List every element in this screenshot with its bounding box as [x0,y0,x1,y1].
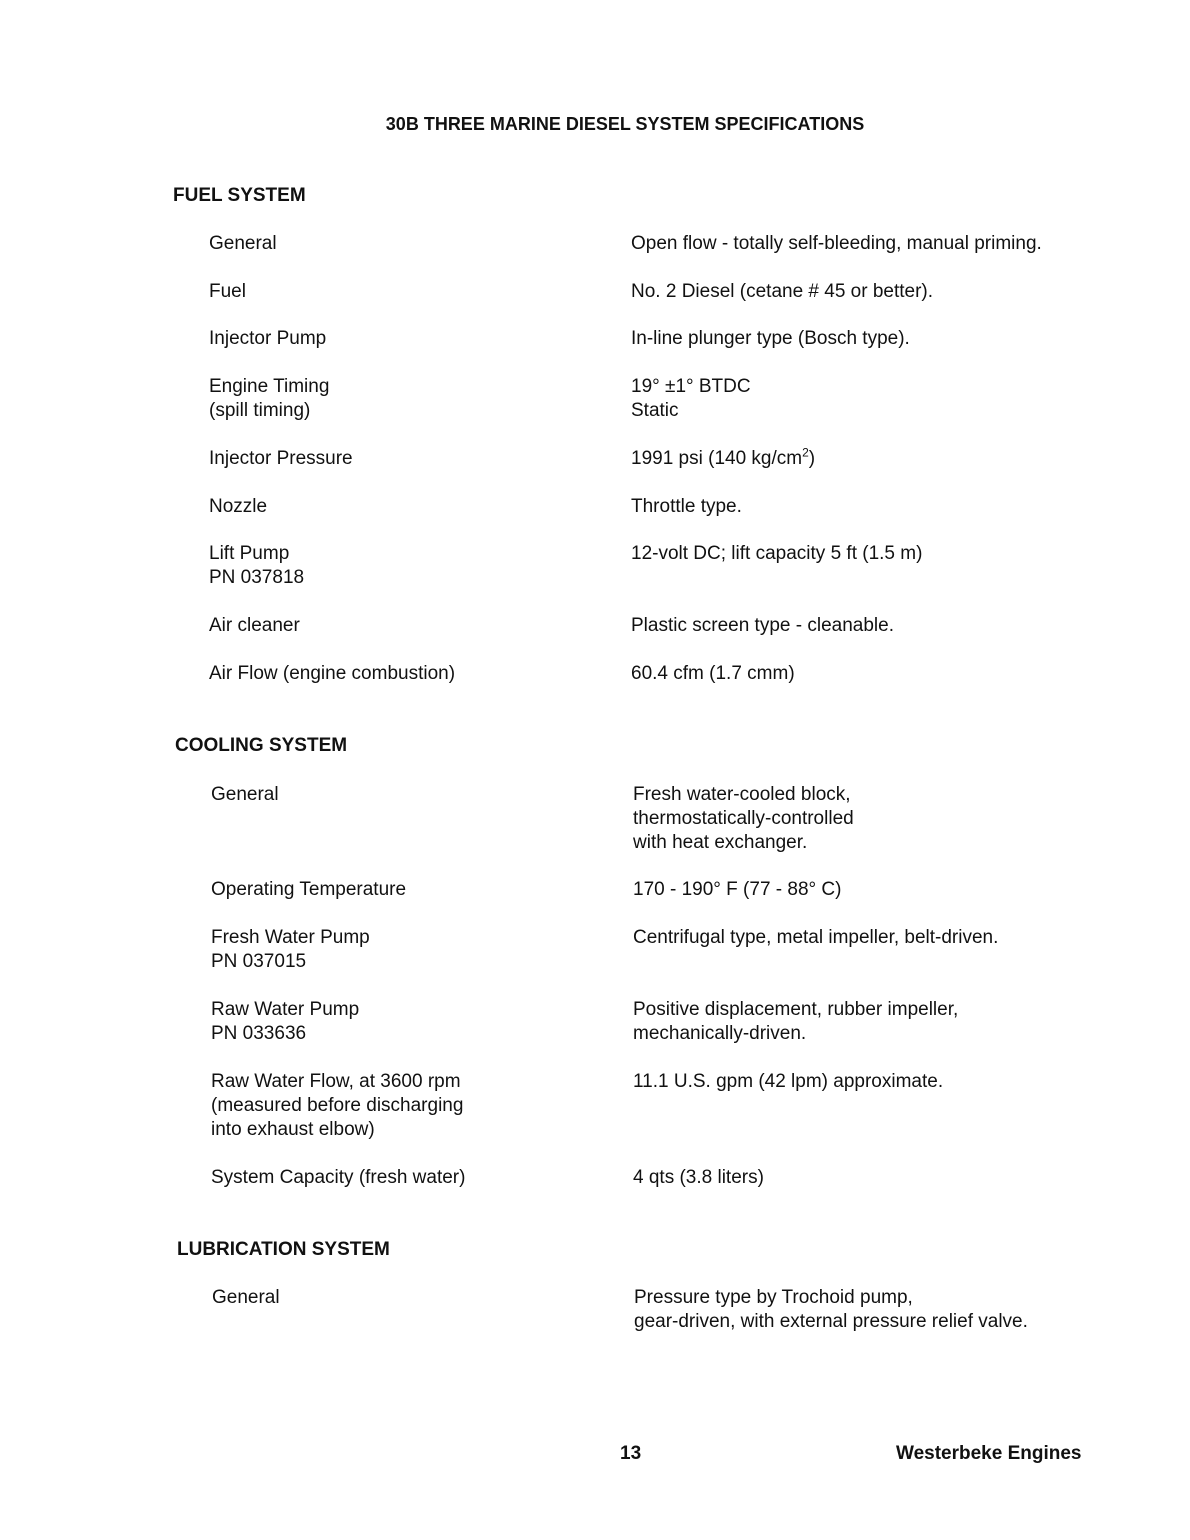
spec-value: 19° ±1° BTDC Static [631,376,751,421]
spec-label: General [212,1287,280,1308]
section-heading-fuel-system: FUEL SYSTEM [173,185,306,206]
spec-value: Fresh water-cooled block, thermostatically-controlled with heat exchanger. [633,784,854,853]
spec-label: Raw Water Pump PN 033636 [211,999,360,1044]
spec-label: General [209,233,277,254]
spec-value: 170 - 190° F (77 - 88° C) [633,879,842,900]
spec-label: Air cleaner [209,615,300,636]
spec-value-suffix: ) [808,448,816,469]
spec-value: Plastic screen type - cleanable. [631,615,894,636]
spec-value-text: 1991 psi (140 kg/cm [631,448,803,469]
spec-value: Open flow - totally self-bleeding, manual priming. [631,233,1042,254]
spec-value: 4 qts (3.8 liters) [633,1167,764,1188]
spec-label: Fuel [209,281,246,302]
spec-value: Centrifugal type, metal impeller, belt-driven. [633,927,999,948]
superscript: 2 [802,445,809,460]
spec-label: General [211,784,279,805]
spec-value: 11.1 U.S. gpm (42 lpm) approximate. [633,1071,944,1092]
section-heading-lubrication-system: LUBRICATION SYSTEM [177,1239,390,1260]
spec-label: Injector Pump [209,328,327,349]
section-heading-cooling-system: COOLING SYSTEM [175,735,348,756]
spec-label: Raw Water Flow, at 3600 rpm (measured before discharging into exhaust elbow) [211,1071,464,1140]
page-number: 13 [620,1443,642,1464]
spec-value: 12-volt DC; lift capacity 5 ft (1.5 m) [631,543,923,564]
spec-label: System Capacity (fresh water) [211,1167,466,1188]
spec-value: Pressure type by Trochoid pump, gear-driven, with external pressure relief valve. [634,1287,1028,1332]
spec-label: Nozzle [209,496,268,517]
spec-value [631,447,815,471]
spec-value: No. 2 Diesel (cetane # 45 or better). [631,281,934,302]
spec-label: Lift Pump PN 037818 [209,543,305,588]
spec-value: Throttle type. [631,496,742,517]
spec-label: Air Flow (engine combustion) [209,663,456,684]
spec-value: Positive displacement, rubber impeller, mechanically-driven. [633,999,959,1044]
spec-label: Operating Temperature [211,879,407,900]
spec-value: In-line plunger type (Bosch type). [631,328,910,349]
page-title: 30B THREE MARINE DIESEL SYSTEM SPECIFICATIONS [385,114,865,134]
spec-label: Fresh Water Pump PN 037015 [211,927,370,972]
footer-brand: Westerbeke Engines [896,1443,1082,1464]
spec-label: Injector Pressure [209,448,353,469]
spec-label: Engine Timing (spill timing) [209,376,330,421]
spec-value: 60.4 cfm (1.7 cmm) [631,663,795,684]
